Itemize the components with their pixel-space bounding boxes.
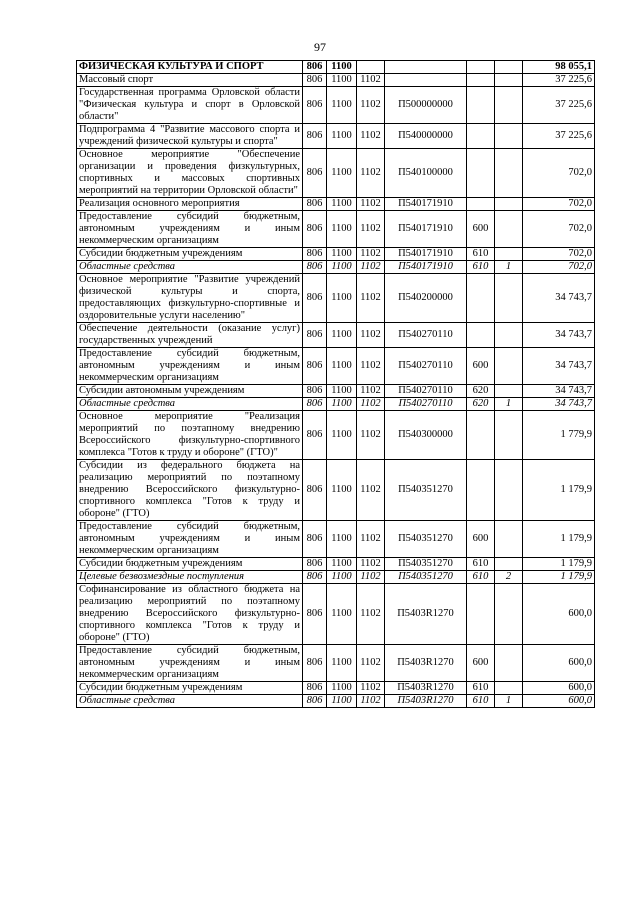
funding-source-code — [495, 248, 523, 261]
ministry-code: 806 — [303, 558, 327, 571]
target-article-code: П540000000 — [385, 124, 467, 149]
subsection-code: 1102 — [357, 211, 385, 248]
subsection-code: 1102 — [357, 74, 385, 87]
target-article-code — [385, 74, 467, 87]
expense-type-code: 610 — [467, 682, 495, 695]
table-row — [77, 348, 595, 385]
section-code: 1100 — [327, 695, 357, 708]
section-code: 1100 — [327, 248, 357, 261]
subsection-code: 1102 — [357, 274, 385, 323]
target-article-code: П540351270 — [385, 558, 467, 571]
table-row — [77, 645, 595, 682]
section-code: 1100 — [327, 198, 357, 211]
ministry-code: 806 — [303, 460, 327, 521]
item-name: Подпрограмма 4 "Развитие массового спорта и учреждений физической культуры и спорта" — [77, 124, 303, 149]
subsection-code — [357, 61, 385, 74]
item-name: Субсидии бюджетным учреждениям — [77, 682, 303, 695]
amount: 1 179,9 — [523, 558, 595, 571]
expense-type-code: 600 — [467, 521, 495, 558]
amount: 702,0 — [523, 198, 595, 211]
funding-source-code: 1 — [495, 695, 523, 708]
expense-type-code — [467, 124, 495, 149]
ministry-code: 806 — [303, 149, 327, 198]
expense-type-code: 610 — [467, 695, 495, 708]
expense-type-code: 600 — [467, 211, 495, 248]
funding-source-code — [495, 682, 523, 695]
target-article-code: П540270110 — [385, 385, 467, 398]
ministry-code: 806 — [303, 411, 327, 460]
ministry-code: 806 — [303, 398, 327, 411]
page-number: 97 — [314, 40, 326, 54]
funding-source-code — [495, 348, 523, 385]
funding-source-code — [495, 74, 523, 87]
section-code: 1100 — [327, 385, 357, 398]
target-article-code: П540300000 — [385, 411, 467, 460]
expense-type-code: 620 — [467, 385, 495, 398]
section-code: 1100 — [327, 261, 357, 274]
expense-type-code — [467, 87, 495, 124]
amount: 702,0 — [523, 149, 595, 198]
table-row — [77, 261, 595, 274]
expense-type-code: 600 — [467, 645, 495, 682]
section-code: 1100 — [327, 124, 357, 149]
section-code: 1100 — [327, 149, 357, 198]
subsection-code: 1102 — [357, 682, 385, 695]
ministry-code: 806 — [303, 124, 327, 149]
funding-source-code — [495, 124, 523, 149]
expense-type-code — [467, 149, 495, 198]
amount: 702,0 — [523, 248, 595, 261]
table-row — [77, 323, 595, 348]
expense-type-code: 610 — [467, 571, 495, 584]
ministry-code: 806 — [303, 348, 327, 385]
section-code: 1100 — [327, 558, 357, 571]
subsection-code: 1102 — [357, 198, 385, 211]
target-article-code: П500000000 — [385, 87, 467, 124]
section-code: 1100 — [327, 521, 357, 558]
target-article-code: П540351270 — [385, 571, 467, 584]
section-code: 1100 — [327, 61, 357, 74]
subsection-code: 1102 — [357, 261, 385, 274]
expense-type-code: 610 — [467, 558, 495, 571]
ministry-code: 806 — [303, 521, 327, 558]
table-row — [77, 248, 595, 261]
table-row — [77, 274, 595, 323]
subsection-code: 1102 — [357, 695, 385, 708]
target-article-code: П540351270 — [385, 460, 467, 521]
item-name: Целевые безвозмездные поступления — [77, 571, 303, 584]
section-code: 1100 — [327, 74, 357, 87]
ministry-code: 806 — [303, 682, 327, 695]
table-row — [77, 124, 595, 149]
section-code: 1100 — [327, 571, 357, 584]
section-code: 1100 — [327, 348, 357, 385]
funding-source-code — [495, 558, 523, 571]
ministry-code: 806 — [303, 261, 327, 274]
table-row — [77, 385, 595, 398]
item-name: Обеспечение деятельности (оказание услуг) государственных учреждений — [77, 323, 303, 348]
target-article-code: П540100000 — [385, 149, 467, 198]
table-row — [77, 398, 595, 411]
expense-type-code: 610 — [467, 248, 495, 261]
amount: 1 179,9 — [523, 521, 595, 558]
amount: 34 743,7 — [523, 348, 595, 385]
item-name: Реализация основного мероприятия — [77, 198, 303, 211]
ministry-code: 806 — [303, 211, 327, 248]
funding-source-code — [495, 87, 523, 124]
budget-table — [76, 60, 595, 708]
expense-type-code — [467, 61, 495, 74]
target-article-code: П540270110 — [385, 348, 467, 385]
ministry-code: 806 — [303, 87, 327, 124]
subsection-code: 1102 — [357, 558, 385, 571]
target-article-code: П540171910 — [385, 198, 467, 211]
expense-type-code — [467, 411, 495, 460]
amount: 600,0 — [523, 682, 595, 695]
amount: 37 225,6 — [523, 74, 595, 87]
subsection-code: 1102 — [357, 149, 385, 198]
ministry-code: 806 — [303, 584, 327, 645]
item-name: Основное мероприятие "Развитие учреждений физической культуры и спорта, предоставляющих физкультурно-спортивные и оздоровительные услуги населению" — [77, 274, 303, 323]
expense-type-code — [467, 323, 495, 348]
funding-source-code: 1 — [495, 398, 523, 411]
amount: 98 055,1 — [523, 61, 595, 74]
amount: 37 225,6 — [523, 124, 595, 149]
item-name: Субсидии из федерального бюджета на реализацию мероприятий по поэтапному внедрению Всероссийского физкультурно-спортивного комплекса "Готов к труду и обороне" (ГТО) — [77, 460, 303, 521]
table-row — [77, 682, 595, 695]
table-row — [77, 558, 595, 571]
target-article-code: П540200000 — [385, 274, 467, 323]
table-row — [77, 149, 595, 198]
section-code: 1100 — [327, 398, 357, 411]
table-row — [77, 211, 595, 248]
item-name: Предоставление субсидий бюджетным, автономным учреждениям и иным некоммерческим организациям — [77, 521, 303, 558]
ministry-code: 806 — [303, 198, 327, 211]
target-article-code: П540270110 — [385, 323, 467, 348]
amount: 34 743,7 — [523, 398, 595, 411]
subsection-code: 1102 — [357, 248, 385, 261]
item-name: Областные средства — [77, 695, 303, 708]
amount: 1 179,9 — [523, 571, 595, 584]
target-article-code: П540270110 — [385, 398, 467, 411]
item-name: Предоставление субсидий бюджетным, автономным учреждениям и иным некоммерческим организациям — [77, 211, 303, 248]
target-article-code — [385, 61, 467, 74]
amount: 600,0 — [523, 695, 595, 708]
target-article-code: П540351270 — [385, 521, 467, 558]
table-row — [77, 521, 595, 558]
item-name: Государственная программа Орловской области "Физическая культура и спорт в Орловской области" — [77, 87, 303, 124]
expense-type-code — [467, 460, 495, 521]
section-code: 1100 — [327, 645, 357, 682]
target-article-code: П5403R1270 — [385, 584, 467, 645]
item-name: Массовый спорт — [77, 74, 303, 87]
expense-type-code: 620 — [467, 398, 495, 411]
funding-source-code — [495, 149, 523, 198]
item-name: Основное мероприятие "Реализация мероприятий по поэтапному внедрению Всероссийского физкультурно-спортивного комплекса "Готов к труду и обороне" (ГТО)" — [77, 411, 303, 460]
amount: 600,0 — [523, 645, 595, 682]
item-name: Областные средства — [77, 398, 303, 411]
target-article-code: П540171910 — [385, 211, 467, 248]
section-code: 1100 — [327, 87, 357, 124]
target-article-code: П540171910 — [385, 248, 467, 261]
funding-source-code — [495, 645, 523, 682]
ministry-code: 806 — [303, 385, 327, 398]
table-row — [77, 198, 595, 211]
funding-source-code — [495, 385, 523, 398]
item-name: Субсидии бюджетным учреждениям — [77, 248, 303, 261]
amount: 37 225,6 — [523, 87, 595, 124]
target-article-code: П5403R1270 — [385, 682, 467, 695]
subsection-code: 1102 — [357, 645, 385, 682]
ministry-code: 806 — [303, 695, 327, 708]
ministry-code: 806 — [303, 571, 327, 584]
target-article-code: П5403R1270 — [385, 645, 467, 682]
section-code: 1100 — [327, 323, 357, 348]
funding-source-code — [495, 460, 523, 521]
ministry-code: 806 — [303, 274, 327, 323]
ministry-code: 806 — [303, 61, 327, 74]
table-row — [77, 61, 595, 74]
table-row — [77, 74, 595, 87]
expense-type-code — [467, 274, 495, 323]
item-name: Основное мероприятие "Обеспечение организации и проведения физкультурных, спортивных и массовых спортивных мероприятий на территории Орловской области" — [77, 149, 303, 198]
funding-source-code — [495, 61, 523, 74]
expense-type-code: 610 — [467, 261, 495, 274]
funding-source-code — [495, 584, 523, 645]
table-row — [77, 571, 595, 584]
ministry-code: 806 — [303, 323, 327, 348]
amount: 34 743,7 — [523, 385, 595, 398]
table-row — [77, 584, 595, 645]
amount: 702,0 — [523, 261, 595, 274]
subsection-code: 1102 — [357, 584, 385, 645]
expense-type-code — [467, 74, 495, 87]
item-name: ФИЗИЧЕСКАЯ КУЛЬТУРА И СПОРТ — [77, 61, 303, 74]
funding-source-code — [495, 198, 523, 211]
item-name: Субсидии бюджетным учреждениям — [77, 558, 303, 571]
subsection-code: 1102 — [357, 460, 385, 521]
ministry-code: 806 — [303, 645, 327, 682]
amount: 34 743,7 — [523, 323, 595, 348]
item-name: Софинансирование из областного бюджета на реализацию мероприятий по поэтапному внедрению Всероссийского физкультурно-спортивного комплекса "Готов к труду и обороне" (ГТО) — [77, 584, 303, 645]
section-code: 1100 — [327, 584, 357, 645]
subsection-code: 1102 — [357, 521, 385, 558]
subsection-code: 1102 — [357, 398, 385, 411]
table-row — [77, 460, 595, 521]
item-name: Предоставление субсидий бюджетным, автономным учреждениям и иным некоммерческим организациям — [77, 645, 303, 682]
subsection-code: 1102 — [357, 323, 385, 348]
section-code: 1100 — [327, 211, 357, 248]
table-row — [77, 87, 595, 124]
subsection-code: 1102 — [357, 124, 385, 149]
expense-type-code — [467, 584, 495, 645]
subsection-code: 1102 — [357, 411, 385, 460]
subsection-code: 1102 — [357, 87, 385, 124]
section-code: 1100 — [327, 411, 357, 460]
subsection-code: 1102 — [357, 385, 385, 398]
section-code: 1100 — [327, 682, 357, 695]
funding-source-code: 1 — [495, 261, 523, 274]
item-name: Субсидии автономным учреждениям — [77, 385, 303, 398]
amount: 702,0 — [523, 211, 595, 248]
expense-type-code: 600 — [467, 348, 495, 385]
funding-source-code — [495, 323, 523, 348]
item-name: Предоставление субсидий бюджетным, автономным учреждениям и иным некоммерческим организациям — [77, 348, 303, 385]
amount: 34 743,7 — [523, 274, 595, 323]
expense-type-code — [467, 198, 495, 211]
table-row — [77, 695, 595, 708]
table-row — [77, 411, 595, 460]
funding-source-code — [495, 274, 523, 323]
subsection-code: 1102 — [357, 571, 385, 584]
funding-source-code — [495, 411, 523, 460]
funding-source-code — [495, 211, 523, 248]
target-article-code: П540171910 — [385, 261, 467, 274]
ministry-code: 806 — [303, 248, 327, 261]
amount: 1 779,9 — [523, 411, 595, 460]
target-article-code: П5403R1270 — [385, 695, 467, 708]
section-code: 1100 — [327, 460, 357, 521]
section-code: 1100 — [327, 274, 357, 323]
item-name: Областные средства — [77, 261, 303, 274]
amount: 1 179,9 — [523, 460, 595, 521]
ministry-code: 806 — [303, 74, 327, 87]
subsection-code: 1102 — [357, 348, 385, 385]
amount: 600,0 — [523, 584, 595, 645]
funding-source-code: 2 — [495, 571, 523, 584]
funding-source-code — [495, 521, 523, 558]
